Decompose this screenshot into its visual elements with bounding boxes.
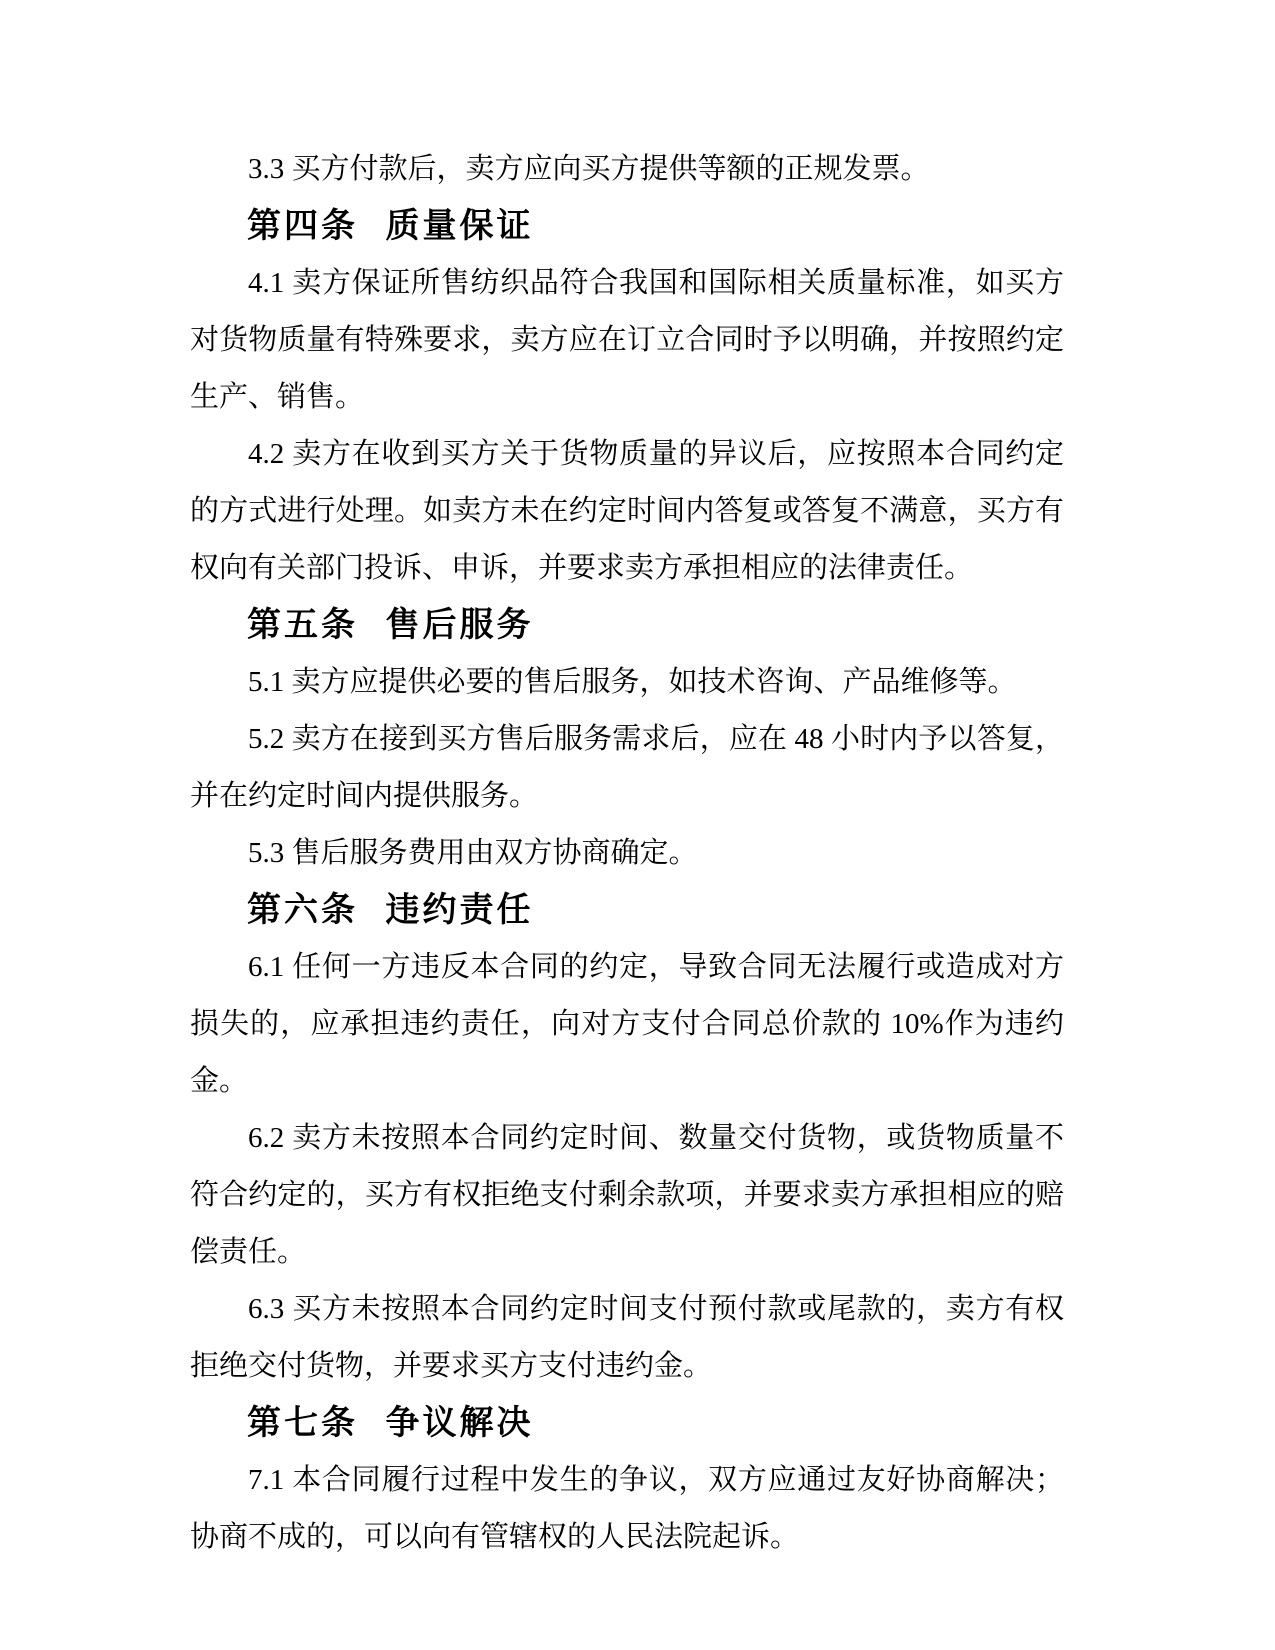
heading-article-4: 第四条 质量保证 [247,208,534,245]
clause-5-2: 5.2 卖方在接到买方售后服务需求后，应在 48 小时内予以答复，并在约定时间内提供服务。 [190,723,1064,812]
clause-3-3: 3.3 买方付款后，卖方应向买方提供等额的正规发票。 [248,153,930,185]
clause-4-2: 4.2 卖方在收到买方关于货物质量的异议后，应按照本合同约定的方式进行处理。如卖方未在约定时间内答复或答复不满意，买方有权向有关部门投诉、申诉，并要求卖方承担相应的法律责任。 [190,438,1064,584]
contract-body [190,141,1064,1566]
clause-7-1: 7.1 本合同履行过程中发生的争议，双方应通过友好协商解决；协商不成的，可以向有管辖权的人民法院起诉。 [190,1464,1064,1553]
clause-6-1: 6.1 任何一方违反本合同的约定，导致合同无法履行或造成对方损失的，应承担违约责任，向对方支付合同总价款的 10%作为违约金。 [190,951,1064,1097]
clause-6-2: 6.2 卖方未按照本合同约定时间、数量交付货物，或货物质量不符合约定的，买方有权拒绝支付剩余款项，并要求卖方承担相应的赔偿责任。 [190,1122,1064,1268]
clause-5-3: 5.3 售后服务费用由双方协商确定。 [248,837,698,869]
clause-4-1: 4.1 卖方保证所售纺织品符合我国和国际相关质量标准，如买方对货物质量有特殊要求，卖方应在订立合同时予以明确，并按照约定生产、销售。 [190,267,1064,413]
clause-5-1: 5.1 卖方应提供必要的售后服务，如技术咨询、产品维修等。 [248,666,1017,698]
heading-article-7: 第七条 争议解决 [247,1405,534,1442]
heading-article-6: 第六条 违约责任 [247,892,534,929]
heading-article-5: 第五条 售后服务 [247,607,534,644]
clause-6-3: 6.3 买方未按照本合同约定时间支付预付款或尾款的，卖方有权拒绝交付货物，并要求买方支付违约金。 [190,1293,1064,1382]
